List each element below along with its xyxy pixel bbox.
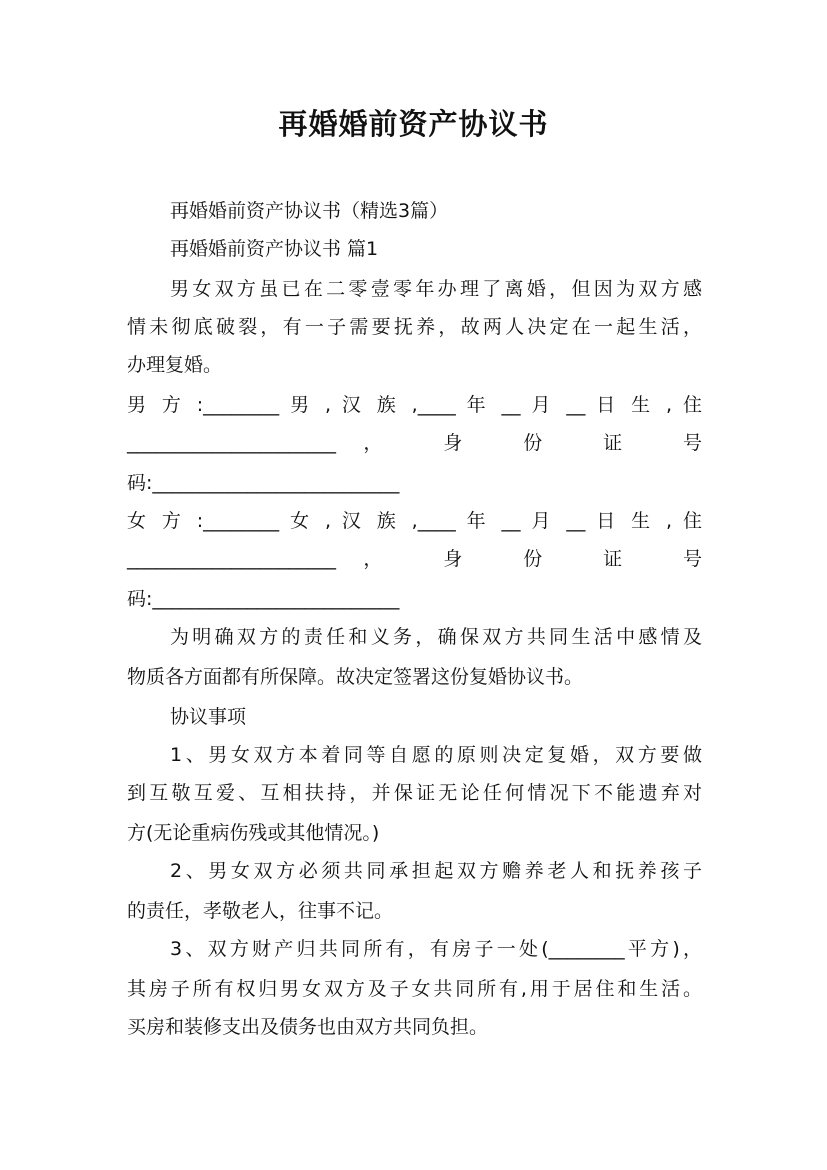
clause-line: 到互敬互爱、互相扶持，并保证无论任何情况下不能遗弃对 [127,782,702,804]
female-party-line: 女 方 :________ 女 , 汉 族 ,____ 年 __ 月 __ 日 生 , 住 [127,510,702,532]
clause-line: 3、双方财产归共同所有，有房子一处(________平方)， [170,938,702,960]
male-party-line: 男 方 :________ 男 , 汉 族 ,____ 年 __ 月 __ 日 生 , 住 [127,394,702,416]
paragraph-line: 为明确双方的责任和义务，确保双方共同生活中感情及 [170,626,702,648]
paragraph-line: 男女双方虽已在二零壹零年办理了离婚，但因为双方感 [170,278,702,300]
document-title: 再婚婚前资产协议书 [278,107,549,141]
clause-line: 的责任，孝敬老人，往事不记。 [127,900,394,922]
paragraph-line: 办理复婚。 [127,354,223,376]
male-id-number-line: 码:__________________________ [127,472,400,494]
paragraph-line: 物质各方面都有所保障。故决定签署这份复婚协议书。 [127,666,584,688]
female-id-number-line: 码:__________________________ [127,588,400,610]
paragraph-line: 情未彻底破裂，有一子需要抚养，故两人决定在一起生活， [127,316,702,338]
clause-line: 方(无论重病伤残或其他情况。) [127,822,380,844]
clause-line: 1、男女双方本着同等自愿的原则决定复婚，双方要做 [170,744,702,766]
section-heading: 再婚婚前资产协议书 篇1 [170,238,379,260]
clause-line: 其房子所有权归男女双方及子女共同所有,用于居住和生活。 [127,978,702,1000]
subtitle-line: 再婚婚前资产协议书（精选3篇） [170,200,449,222]
clause-line: 买房和装修支出及债务也由双方共同负担。 [127,1016,489,1038]
clause-line: 2、男女双方必须共同承担起双方赡养老人和抚养孩子 [170,860,702,882]
female-id-line: ______________________， 身 份 证 号 [127,548,702,570]
agreement-heading: 协议事项 [170,706,247,728]
male-id-line: ______________________， 身 份 证 号 [127,432,702,454]
